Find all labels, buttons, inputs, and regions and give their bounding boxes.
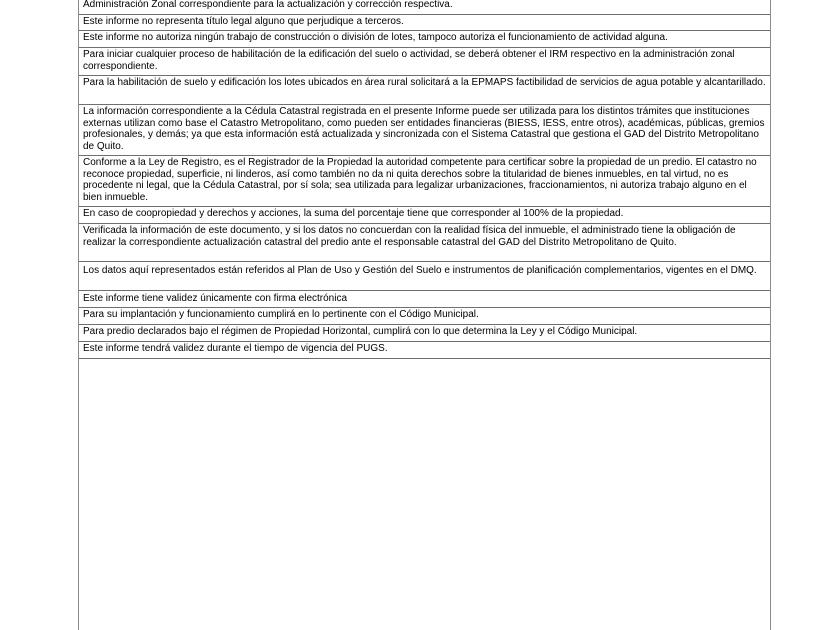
note-text: Este informe tendrá validez durante el tiempo de vigencia del PUGS. <box>83 343 388 354</box>
note-row <box>79 156 770 207</box>
note-text: Este informe no autoriza ningún trabajo de construcción o división de lotes, tampoco autoriza el funcionamiento de actividad alguna. <box>83 32 668 43</box>
note-row <box>79 207 770 224</box>
note-text: Este informe tiene validez únicamente con firma electrónica <box>83 293 348 304</box>
note-text: Verificada la información de este documento, y si los datos no concuerdan con la realidad física del inmueble, el administrado tiene la obligación de realizar la correspondiente actualización catastral del predio ante el responsable catastral del GAD del Distrito Metropolitano de Quito. <box>83 225 736 248</box>
note-row <box>79 105 770 156</box>
note-row <box>79 291 770 308</box>
note-row <box>79 342 770 359</box>
note-row <box>79 0 770 15</box>
note-row <box>79 308 770 325</box>
note-text: Este informe no representa título legal alguno que perjudique a terceros. <box>83 16 404 27</box>
note-text: La información correspondiente a la Cédula Catastral registrada en el presente Informe puede ser utilizada para los distintos trámites que instituciones externas utilizan como base el Catastro Metropolitano, como pueden ser entidades financieras (BIESS, IESS, entre otros), académicas, públicas, gremios profesionales, y demás; ya que esta información está actualizada y sincronizada con el Sistema Catastral que gestiona el GAD del Distrito Metropolitano de Quito. <box>83 106 765 152</box>
note-row <box>79 262 770 291</box>
note-row <box>79 224 770 262</box>
note-text: Para la habilitación de suelo y edificación los lotes ubicados en área rural solicitará a la EPMAPS factibilidad de servicios de agua potable y alcantarillado. <box>83 77 766 88</box>
note-text: Conforme a la Ley de Registro, es el Registrador de la Propiedad la autoridad competente para certificar sobre la propiedad de un predio. El catastro no reconoce propiedad, superficie, ni linderos, así como también no da ni quita derechos sobre la titularidad de bienes inmuebles, en tal virtud, no es procedente ni legal, que la Cédula Catastral, por sí sola; sea utilizada para legalizar urbanizaciones, fraccionamientos, ni autoriza trabajo alguno en el bien inmueble. <box>83 157 757 203</box>
note-text: Para su implantación y funcionamiento cumplirá en lo pertinente con el Código Municipal. <box>83 309 479 320</box>
note-text: En caso de coopropiedad y derechos y acciones, la suma del porcentaje tiene que corresponder al 100% de la propiedad. <box>83 208 624 219</box>
note-text: Administración Zonal correspondiente para la actualización y corrección respectiva. <box>83 0 453 10</box>
note-row <box>79 325 770 342</box>
note-row <box>79 48 770 76</box>
note-text: Para predio declarados bajo el régimen de Propiedad Horizontal, cumplirá con lo que determina la Ley y el Código Municipal. <box>83 326 638 337</box>
note-row <box>79 15 770 31</box>
note-text: Para iniciar cualquier proceso de habilitación de la edificación del suelo o actividad, se deberá obtener el IRM respectivo en la administración zonal correspondiente. <box>83 49 735 72</box>
note-text: Los datos aquí representados están referidos al Plan de Uso y Gestión del Suelo e instrumentos de planificación complementarios, vigentes en el DMQ. <box>83 265 757 276</box>
note-row <box>79 76 770 105</box>
notes-table <box>78 0 771 630</box>
note-row <box>79 31 770 48</box>
